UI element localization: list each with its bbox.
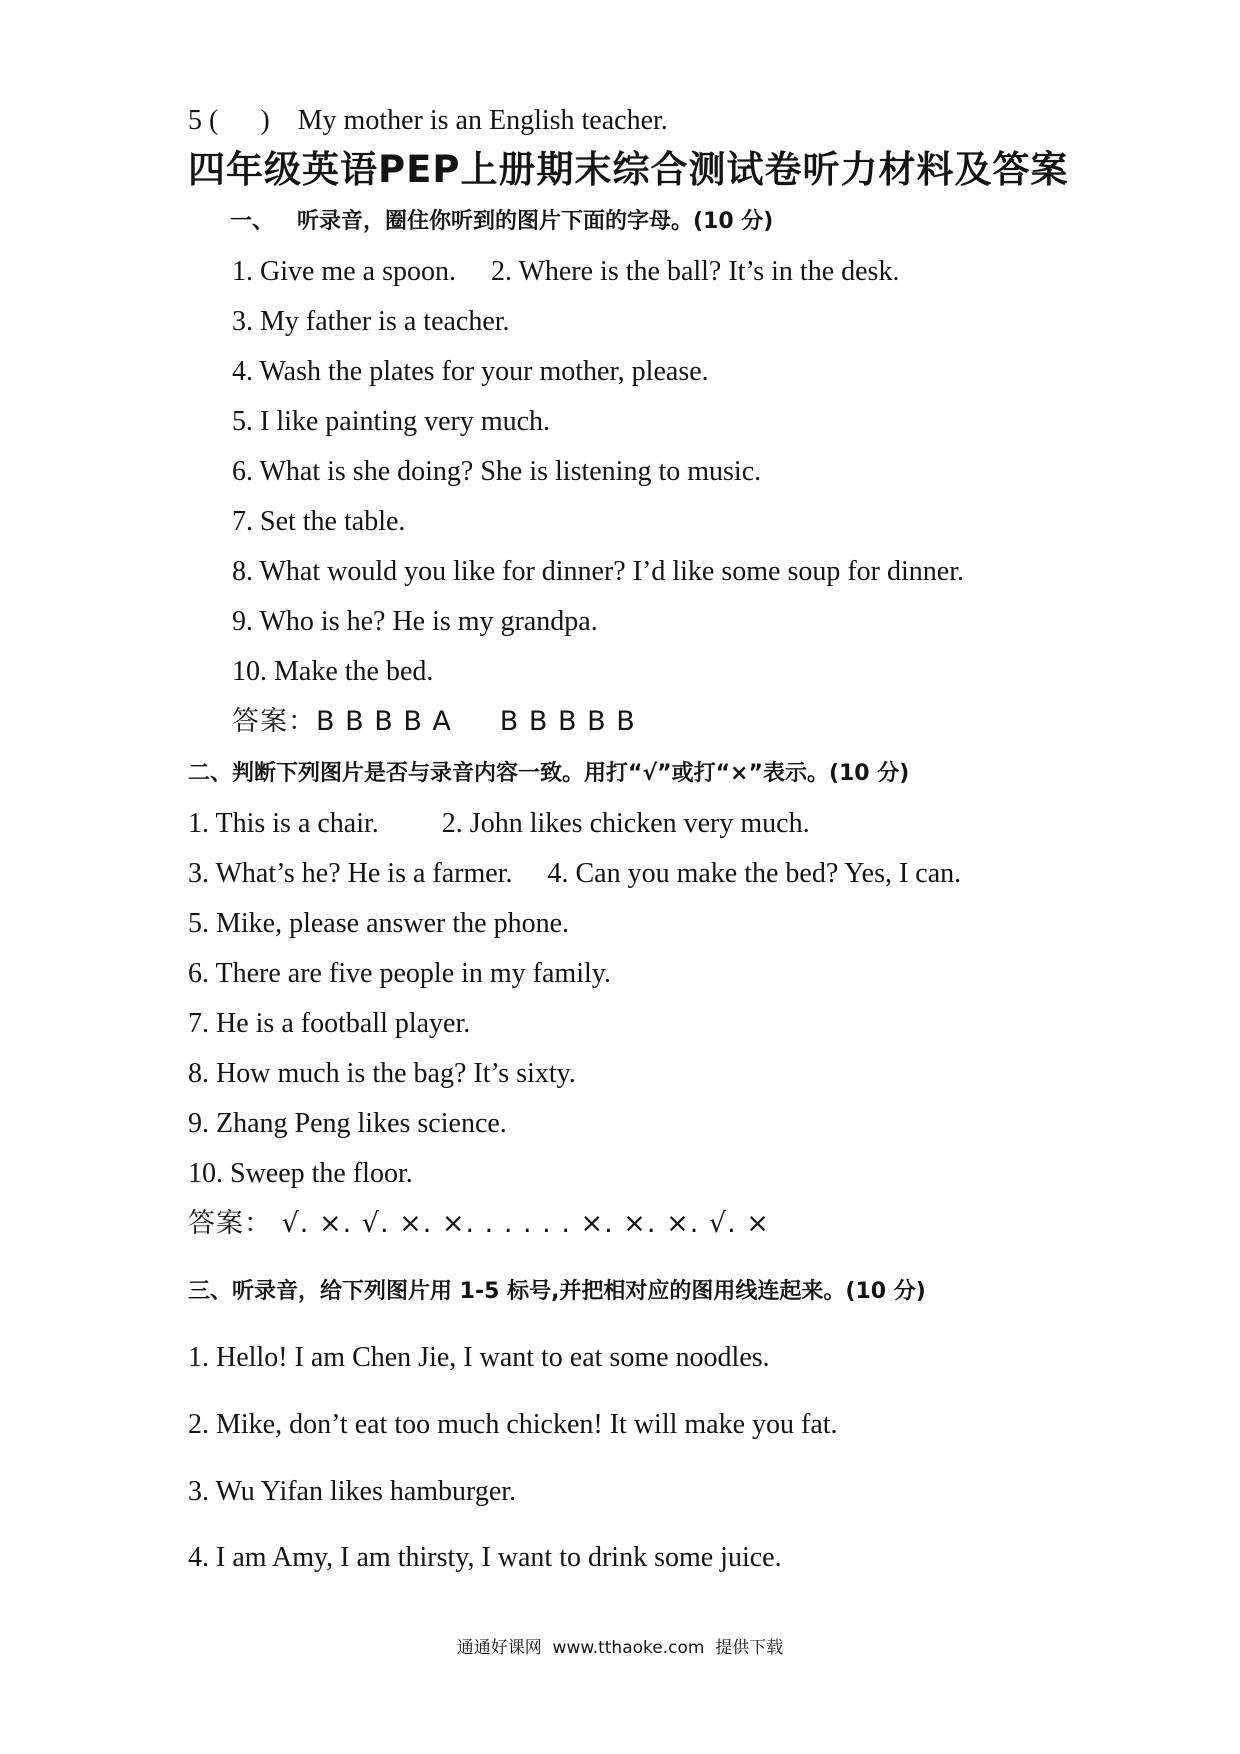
section-2-item: 10. Sweep the floor. — [188, 1158, 413, 1189]
section-2-item: 9. Zhang Peng likes science. — [188, 1108, 507, 1139]
section-3-item: 3. Wu Yifan likes hamburger. — [188, 1476, 517, 1507]
section-3-heading: 三、听录音，给下列图片用 1-5 标号,并把相对应的图用线连起来。(10 分) — [188, 1279, 926, 1304]
section-1-item: 1. Give me a spoon. 2. Where is the ball? It’s in the desk. — [232, 256, 900, 287]
section-2-item: 8. How much is the bag? It’s sixty. — [188, 1058, 576, 1089]
section-1-item: 7. Set the table. — [232, 506, 406, 537]
section-2-answer: 答案： √. ×. √. ×. ×. . . . . . ×. ×. ×. √. × — [188, 1208, 770, 1239]
page-title: 四年级英语PEP上册期末综合测试卷听力材料及答案 — [188, 148, 1069, 191]
question-5-line: 5 ( ) My mother is an English teacher. — [188, 105, 668, 136]
section-1-answer: 答案：B B B B A B B B B B — [232, 706, 636, 737]
section-2-item: 5. Mike, please answer the phone. — [188, 908, 569, 939]
section-2-item: 6. There are five people in my family. — [188, 958, 611, 989]
section-3-item: 4. I am Amy, I am thirsty, I want to drink some juice. — [188, 1542, 782, 1573]
section-1-item: 10. Make the bed. — [232, 656, 434, 687]
section-1-item: 8. What would you like for dinner? I’d like some soup for dinner. — [232, 556, 964, 587]
section-3-item: 1. Hello! I am Chen Jie, I want to eat some noodles. — [188, 1342, 770, 1373]
section-1-item: 5. I like painting very much. — [232, 406, 551, 437]
section-2-item: 3. What’s he? He is a farmer. 4. Can you make the bed? Yes, I can. — [188, 858, 962, 889]
section-2-heading: 二、判断下列图片是否与录音内容一致。用打“√”或打“×”表示。(10 分) — [188, 761, 910, 786]
section-2-item: 7. He is a football player. — [188, 1008, 471, 1039]
section-1-item: 6. What is she doing? She is listening to music. — [232, 456, 762, 487]
section-1-item: 9. Who is he? He is my grandpa. — [232, 606, 598, 637]
section-3-item: 2. Mike, don’t eat too much chicken! It will make you fat. — [188, 1409, 838, 1440]
footer-source-note: 通通好课网 www.tthaoke.com 提供下载 — [456, 1638, 784, 1658]
section-1-item: 3. My father is a teacher. — [232, 306, 510, 337]
section-1-item: 4. Wash the plates for your mother, please. — [232, 356, 709, 387]
section-2-item: 1. This is a chair. 2. John likes chicken very much. — [188, 808, 810, 839]
section-1-heading: 一、 听录音，圈住你听到的图片下面的字母。(10 分) — [230, 209, 774, 234]
